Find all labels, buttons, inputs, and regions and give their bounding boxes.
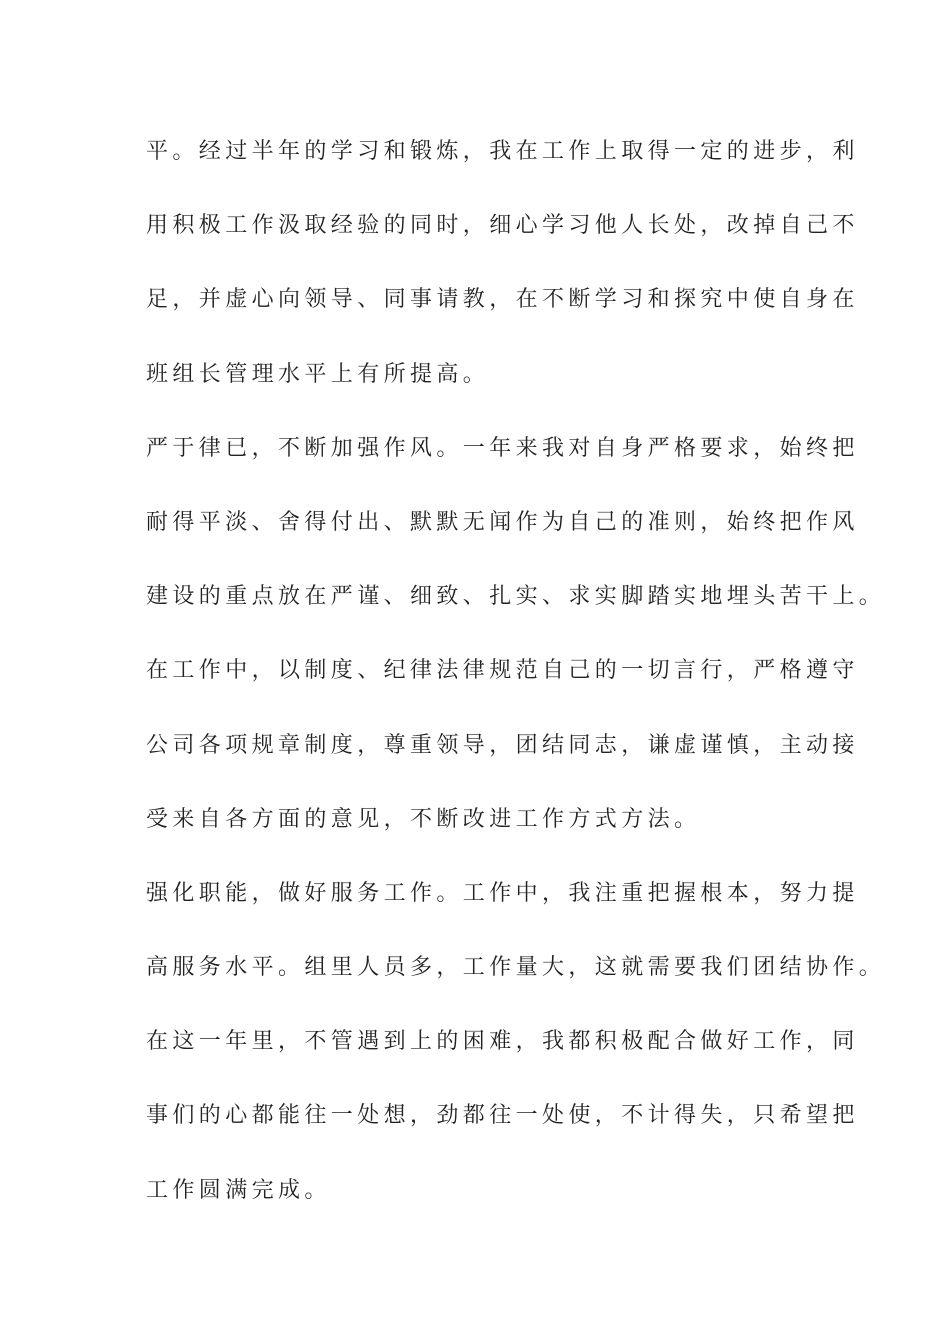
text-line-1: 平。经过半年的学习和锻炼，我在工作上取得一定的进步，利	[146, 139, 859, 164]
text-line-7: 建设的重点放在严谨、细致、扎实、求实脚踏实地埋头苦干上。	[146, 584, 886, 610]
text-line-2: 用积极工作汲取经验的同时，细心学习他人长处，改掉自己不	[146, 213, 859, 239]
text-line-8: 在工作中，以制度、纪律法律规范自己的一切言行，严格遵守	[146, 658, 859, 684]
text-line-11: 强化职能，做好服务工作。工作中，我注重把握根本，努力提	[146, 880, 859, 906]
text-line-14: 事们的心都能往一处想，劲都往一处使，不计得失，只希望把	[146, 1103, 859, 1129]
text-line-12: 高服务水平。组里人员多，工作量大，这就需要我们团结协作。	[146, 955, 886, 981]
text-line-15: 工作圆满完成。	[146, 1177, 331, 1203]
text-line-13: 在这一年里，不管遇到上的困难，我都积极配合做好工作，同	[146, 1029, 859, 1055]
text-line-3: 足，并虚心向领导、同事请教，在不断学习和探究中使自身在	[146, 287, 859, 313]
text-line-10: 受来自各方面的意见，不断改进工作方式方法。	[146, 806, 701, 832]
text-line-6: 耐得平淡、舍得付出、默默无闻作为自己的准则，始终把作风	[146, 509, 859, 535]
text-line-5: 严于律已，不断加强作风。一年来我对自身严格要求，始终把	[146, 435, 859, 461]
body-text	[146, 130, 886, 1243]
text-line-4: 班组长管理水平上有所提高。	[146, 361, 490, 387]
text-line-9: 公司各项规章制度，尊重领导，团结同志，谦虚谨慎，主动接	[146, 732, 859, 758]
